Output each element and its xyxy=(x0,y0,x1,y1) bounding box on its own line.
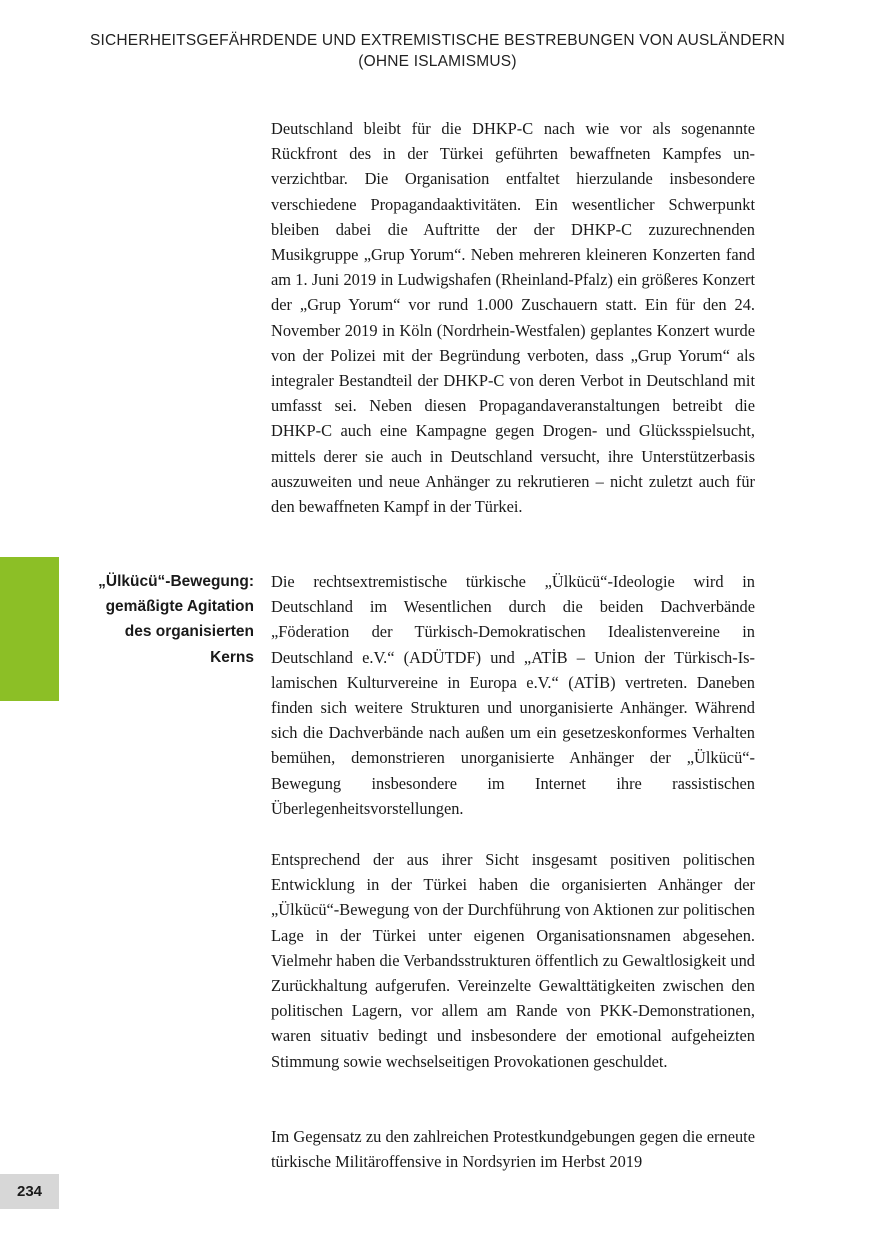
running-header xyxy=(0,30,875,72)
marginal-heading xyxy=(54,569,254,670)
body-paragraph-uelkuecue-ideology: Die rechtsextremistische türkische „Ülkücü“-Ideologie wird in Deutschland im Wesentlichen durch die beiden Dachverbände „Föderation der Türkisch-Demokratischen Idealistenvereine in Deutschland e.V.“ (ADÜTDF) und „ATİB – Union der Türkisch-Islamischen Kulturvereine in Europa e.V.“ (ATİB) vertreten. Daneben finden sich weitere Strukturen und unorganisierte Anhänger. Während sich die Dachverbände nach außen um ein gesetzeskonformes Verhalten bemühen, demonstrieren unorganisierte Anhänger der „Ülkücü“-Bewegung insbesondere im Internet ihre rassistischen Überlegenheitsvorstellungen. xyxy=(271,572,755,818)
body-paragraph-dhkpc: Deutschland bleibt für die DHKP-C nach wie vor als sogenannte Rückfront des in der Türkei geführten bewaffneten Kampfes unverzichtbar. Die Organisation entfaltet hierzulande insbesondere verschiedene Propagandaaktivitäten. Ein wesentlicher Schwerpunkt bleiben dabei die Auftritte der der DHKP-C zuzurechnenden Musikgruppe „Grup Yorum“. Neben mehreren kleineren Konzerten fand am 1. Juni 2019 in Ludwigshafen (Rheinland-Pfalz) ein größeres Konzert der „Grup Yorum“ vor rund 1.000 Zuschauern statt. Ein für den 24. November 2019 in Köln (Nordrhein-Westfalen) geplantes Konzert wurde von der Polizei mit der Begründung verboten, dass „Grup Yorum“ als integraler Bestandteil der DHKP-C von deren Verbot in Deutschland mit umfasst sei. Neben diesen Propagandaveranstaltungen betreibt die DHKP-C auch eine Kampagne gegen Drogen- und Glücksspielsucht, mittels derer sie auch in Deutschland versucht, ihre Unterstützerbasis auszuweiten und neue Anhänger zu rekrutieren – nicht zuletzt auch für den bewaffneten Kampf in der Türkei. xyxy=(271,119,755,517)
running-header-line-2: (OHNE ISLAMISMUS) xyxy=(358,53,517,70)
marginal-heading-line: „Ülkücü“-Bewegung: xyxy=(98,573,254,590)
marginal-heading-line: Kerns xyxy=(210,648,254,666)
marginal-heading-line: des organisierten xyxy=(124,623,254,641)
marginal-heading-line: gemäßigte Agitation xyxy=(105,598,254,616)
running-header-line-1: SICHERHEITSGEFÄHRDENDE UND EXTREMISTISCHE BESTREBUNGEN VON AUSLÄNDERN xyxy=(89,32,786,49)
body-paragraph-political-development: Entsprechend der aus ihrer Sicht insgesamt positiven politischen Entwicklung in der Türkei haben die organisierten Anhänger der „Ülkücü“-Bewegung von der Durchführung von Aktionen zur politischen Lage in der Türkei unter eigenen Organisationsnamen abgesehen. Vielmehr haben die Verbandsstrukturen öffentlich zu Gewaltlosigkeit und Zurückhaltung aufgerufen. Vereinzelte Gewalttätigkeiten zwischen den politischen Lagern, vor allem am Rande von PKK-Demonstrationen, waren situativ bedingt und insbesondere der emotional aufgeheizten Stimmung sowie wechselseitigen Provokationen geschuldet. xyxy=(271,850,755,1071)
page-number: 234 xyxy=(0,1174,59,1209)
chapter-color-tab xyxy=(0,557,59,701)
body-paragraph-protests: Im Gegensatz zu den zahlreichen Protestkundgebungen gegen die erneute türkische Militäroffensive in Nordsyrien im Herbst 2019 xyxy=(271,1127,755,1172)
